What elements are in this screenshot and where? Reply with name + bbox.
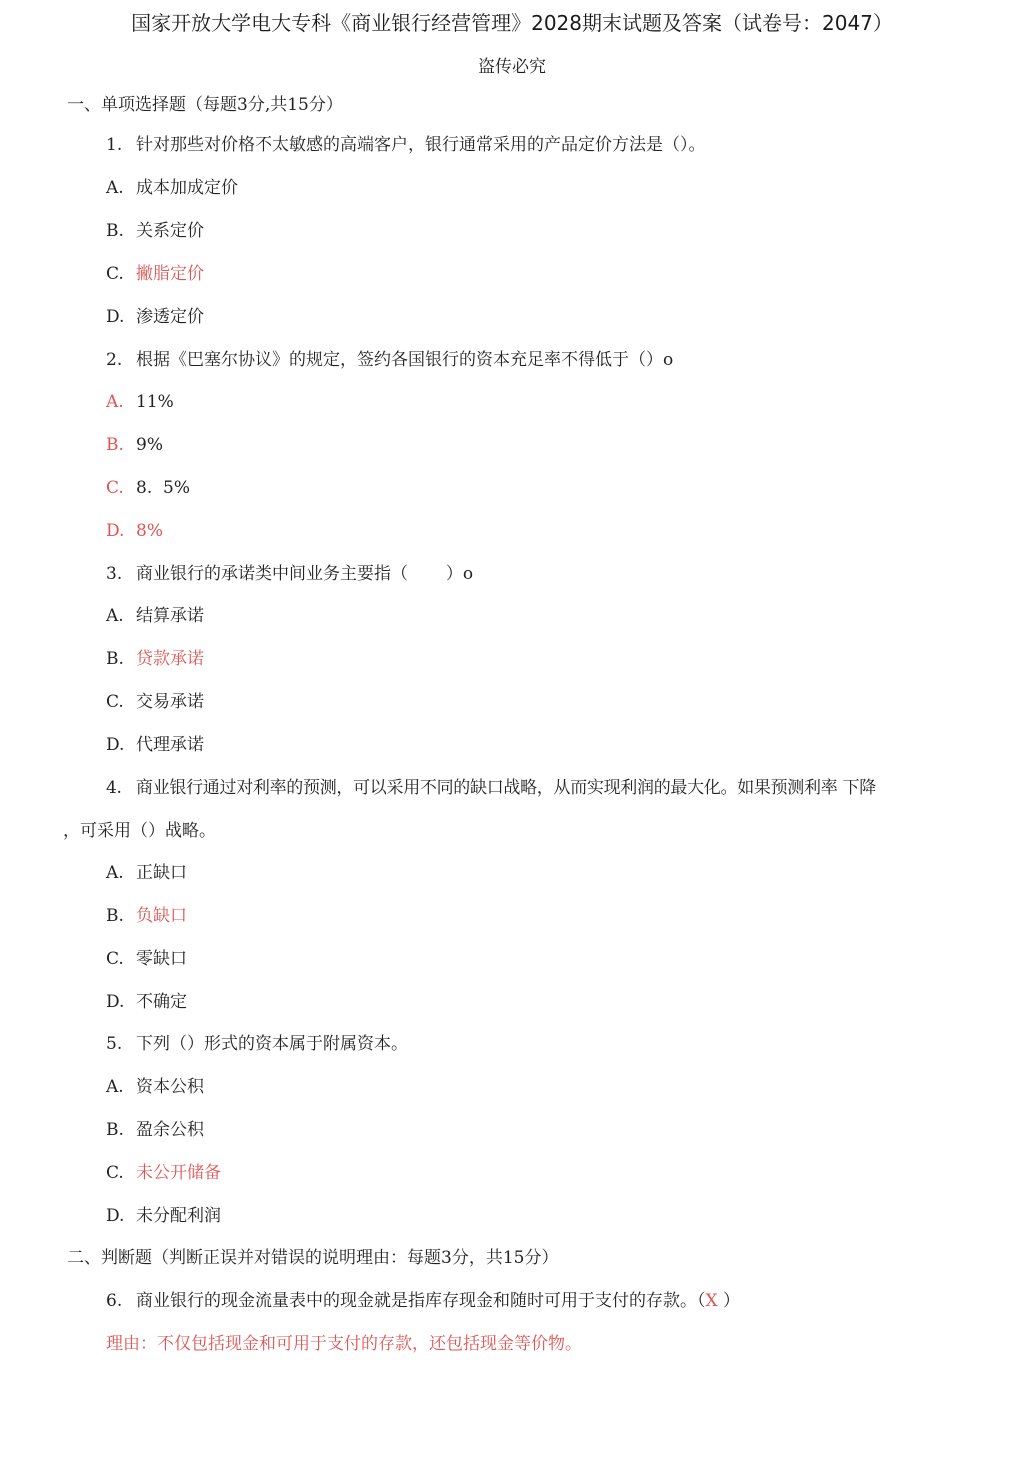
option-text: 8. 5% — [136, 478, 190, 498]
option-text-answer: 未公开储备 — [136, 1163, 221, 1183]
page-title: 国家开放大学电大专科《商业银行经营管理》2028期末试题及答案（试卷号：2047） — [131, 11, 893, 35]
option-label: B. — [106, 1120, 124, 1140]
question-4 — [106, 775, 876, 801]
option-label: D. — [106, 1206, 125, 1226]
q3-option-d — [106, 732, 204, 758]
option-label: C. — [106, 692, 124, 712]
option-text-answer: 撇脂定价 — [136, 264, 204, 284]
q1-option-a — [106, 175, 238, 201]
option-text: 盈余公积 — [136, 1120, 204, 1140]
option-text: 不确定 — [136, 992, 187, 1012]
question-number: 4. — [106, 778, 122, 798]
option-text: 资本公积 — [136, 1077, 204, 1097]
q4-option-c — [106, 946, 187, 972]
question-6 — [106, 1288, 740, 1314]
judgement-close: ） — [717, 1291, 741, 1311]
question-text: 商业银行的现金流量表中的现金就是指库存现金和随时可用于支付的存款。（ — [136, 1291, 706, 1311]
question-text: 商业银行通过对利率的预测，可以采用不同的缺口战略，从而实现利润的最大化。如果预测利率 下降 — [136, 778, 876, 798]
option-text: 渗透定价 — [136, 307, 204, 327]
option-label: C. — [106, 949, 124, 969]
option-label: D. — [106, 992, 125, 1012]
q5-option-d — [106, 1203, 221, 1229]
q2-option-a — [106, 389, 174, 415]
q5-option-a — [106, 1074, 204, 1100]
option-text: 关系定价 — [136, 221, 204, 241]
question-number: 2. — [106, 350, 123, 370]
judgement-mark: X — [705, 1291, 718, 1311]
question-text: 下列（）形式的资本属于附属资本。 — [136, 1034, 408, 1054]
question-text: 针对那些对价格不太敏感的高端客户，银行通常采用的产品定价方法是（）。 — [136, 135, 706, 155]
option-label: D. — [106, 307, 125, 327]
q4-option-a — [106, 860, 187, 886]
option-label: B. — [106, 435, 124, 455]
option-label: A. — [106, 392, 124, 412]
q5-option-c — [106, 1160, 221, 1186]
question-6-reason: 理由：不仅包括现金和可用于支付的存款，还包括现金等价物。 — [106, 1334, 582, 1354]
option-text: 零缺口 — [136, 949, 187, 969]
option-label: D. — [106, 735, 125, 755]
q5-option-b — [106, 1117, 204, 1143]
q4-option-b — [106, 903, 187, 929]
option-label: A. — [106, 606, 124, 626]
option-label: A. — [106, 1077, 124, 1097]
q2-option-b — [106, 432, 163, 458]
q1-option-b — [106, 218, 204, 244]
question-4-continuation: ，可采用（）战略。 — [63, 821, 216, 841]
option-label: C. — [106, 264, 124, 284]
option-text: 9% — [136, 435, 163, 455]
question-text: 商业银行的承诺类中间业务主要指（ ）o — [136, 564, 474, 584]
question-number: 6. — [106, 1291, 123, 1311]
page-subtitle: 盗传必究 — [478, 57, 546, 77]
question-3 — [106, 561, 473, 587]
option-label: C. — [106, 1163, 124, 1183]
option-text: 结算承诺 — [136, 606, 204, 626]
option-label: B. — [106, 906, 124, 926]
q1-option-c — [106, 261, 204, 287]
option-text: 成本加成定价 — [136, 178, 238, 198]
option-text: 未分配利润 — [136, 1206, 221, 1226]
option-text-answer: 贷款承诺 — [136, 649, 204, 669]
question-2 — [106, 347, 673, 373]
option-text: 正缺口 — [136, 863, 187, 883]
option-text: 11% — [136, 392, 174, 412]
q1-option-d — [106, 304, 204, 330]
q3-option-a — [106, 603, 204, 629]
option-label: A. — [106, 863, 124, 883]
section-heading-1: 一、单项选择题（每题3分,共15分） — [67, 95, 343, 115]
question-text: 根据《巴塞尔协议》的规定，签约各国银行的资本充足率不得低于（）o — [136, 350, 674, 370]
option-label: B. — [106, 649, 124, 669]
q3-option-c — [106, 689, 204, 715]
question-number: 1. — [106, 135, 123, 155]
option-label: A. — [106, 178, 124, 198]
question-number: 3. — [106, 564, 123, 584]
q3-option-b — [106, 646, 204, 672]
option-text-answer: 8% — [136, 521, 163, 541]
question-1 — [106, 132, 706, 158]
question-5 — [106, 1031, 408, 1057]
option-label: C. — [106, 478, 124, 498]
option-text: 交易承诺 — [136, 692, 204, 712]
section-heading-2: 二、判断题（判断正误并对错误的说明理由：每题3分，共15分） — [67, 1248, 559, 1268]
option-label: D. — [106, 521, 125, 541]
option-text: 代理承诺 — [136, 735, 204, 755]
q2-option-c — [106, 475, 190, 501]
q4-option-d — [106, 989, 187, 1015]
question-number: 5. — [106, 1034, 123, 1054]
q2-option-d — [106, 518, 163, 544]
option-text-answer: 负缺口 — [136, 906, 187, 926]
option-label: B. — [106, 221, 124, 241]
